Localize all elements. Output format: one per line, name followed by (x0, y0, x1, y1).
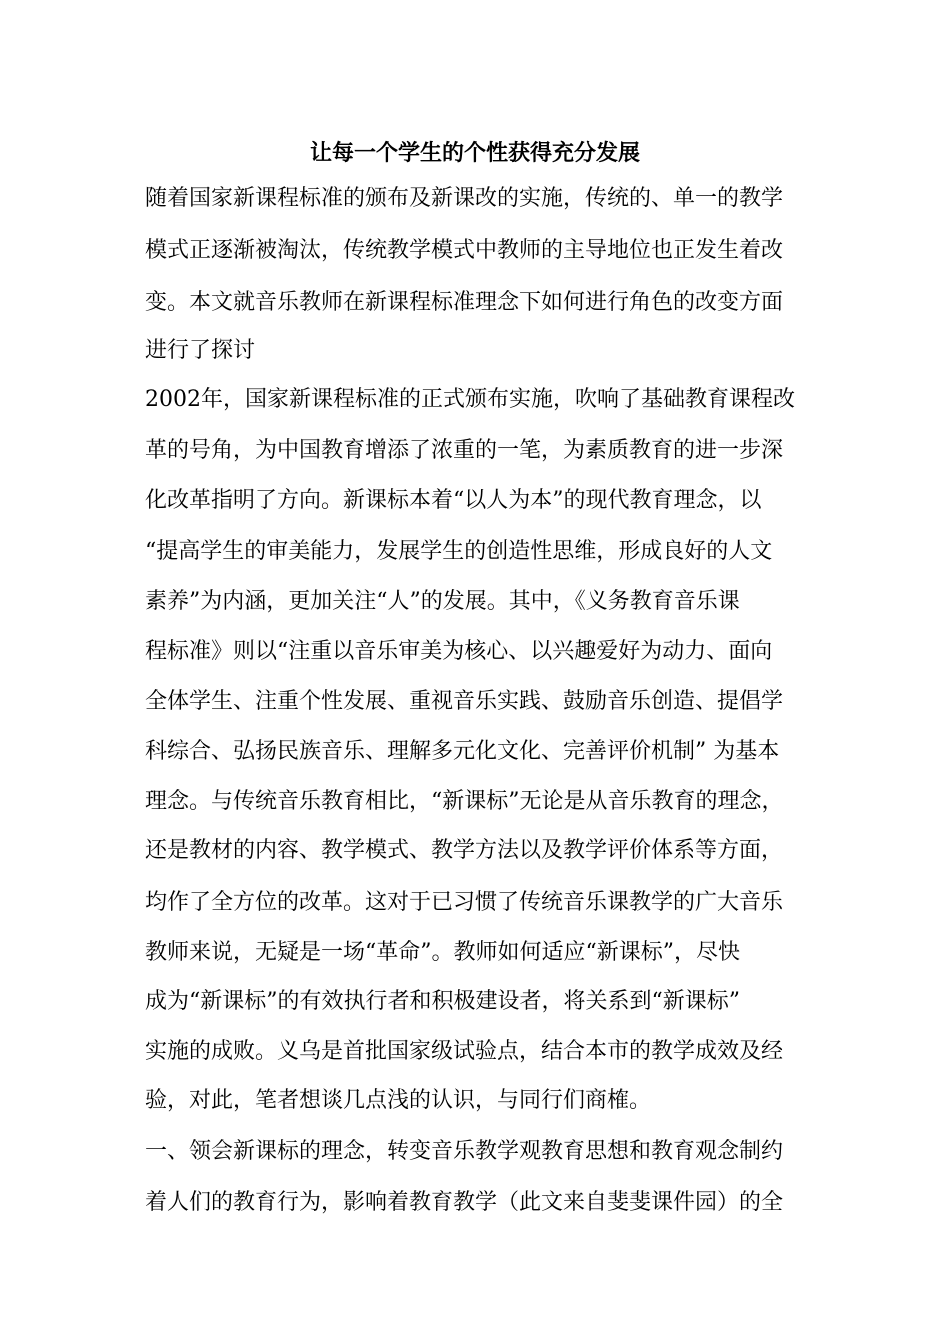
body-line: 均作了全方位的改革。这对于已习惯了传统音乐课教学的广大音乐 (145, 890, 784, 915)
body-line: “提高学生的审美能力，发展学生的创造性思维，形成良好的人文 (145, 539, 773, 564)
body-line: 模式正逐渐被淘汰，传统教学模式中教师的主导地位也正发生着改 (145, 238, 784, 263)
body-line: 着人们的教育行为，影响着教育教学（此文来自斐斐课件园）的全 (145, 1190, 784, 1215)
body-line: 验，对此，笔者想谈几点浅的认识，与同行们商榷。 (145, 1088, 652, 1113)
body-line: 变。本文就音乐教师在新课程标准理念下如何进行角色的改变方面 (145, 290, 784, 315)
body-line: 进行了探讨 (145, 338, 256, 363)
body-line: 2002年，国家新课程标准的正式颁布实施，吹响了基础教育课程改 (145, 387, 795, 412)
document-title: 让每一个学生的个性获得充分发展 (309, 140, 640, 166)
body-line: 成为“新课标”的有效执行者和积极建设者，将关系到“新课标” (145, 989, 740, 1014)
body-line: 一、领会新课标的理念，转变音乐教学观教育思想和教育观念制约 (145, 1139, 784, 1164)
body-line: 随着国家新课程标准的颁布及新课改的实施，传统的、单一的教学 (145, 186, 784, 211)
body-line: 程标准》则以“注重以音乐审美为核心、以兴趣爱好为动力、面向 (145, 639, 773, 664)
body-line: 素养”为内涵，更加关注“人”的发展。其中，《义务教育音乐课 (145, 589, 740, 614)
body-line: 全体学生、注重个性发展、重视音乐实践、鼓励音乐创造、提倡学 (145, 689, 784, 714)
body-line: 教师来说，无疑是一场“革命”。教师如何适应“新课标”，尽快 (145, 940, 740, 965)
body-line: 科综合、弘扬民族音乐、理解多元化文化、完善评价机制” 为基本 (145, 739, 780, 764)
body-line: 革的号角，为中国教育增添了浓重的一笔，为素质教育的进一步深 (145, 438, 784, 463)
body-line: 化改革指明了方向。新课标本着“以人为本”的现代教育理念，以 (145, 488, 762, 513)
body-line: 实施的成败。义乌是首批国家级试验点，结合本市的教学成效及经 (145, 1039, 784, 1064)
body-line: 还是教材的内容、教学模式、教学方法以及教学评价体系等方面， (145, 838, 784, 863)
body-line: 理念。与传统音乐教育相比，“新课标”无论是从音乐教育的理念， (145, 789, 784, 814)
